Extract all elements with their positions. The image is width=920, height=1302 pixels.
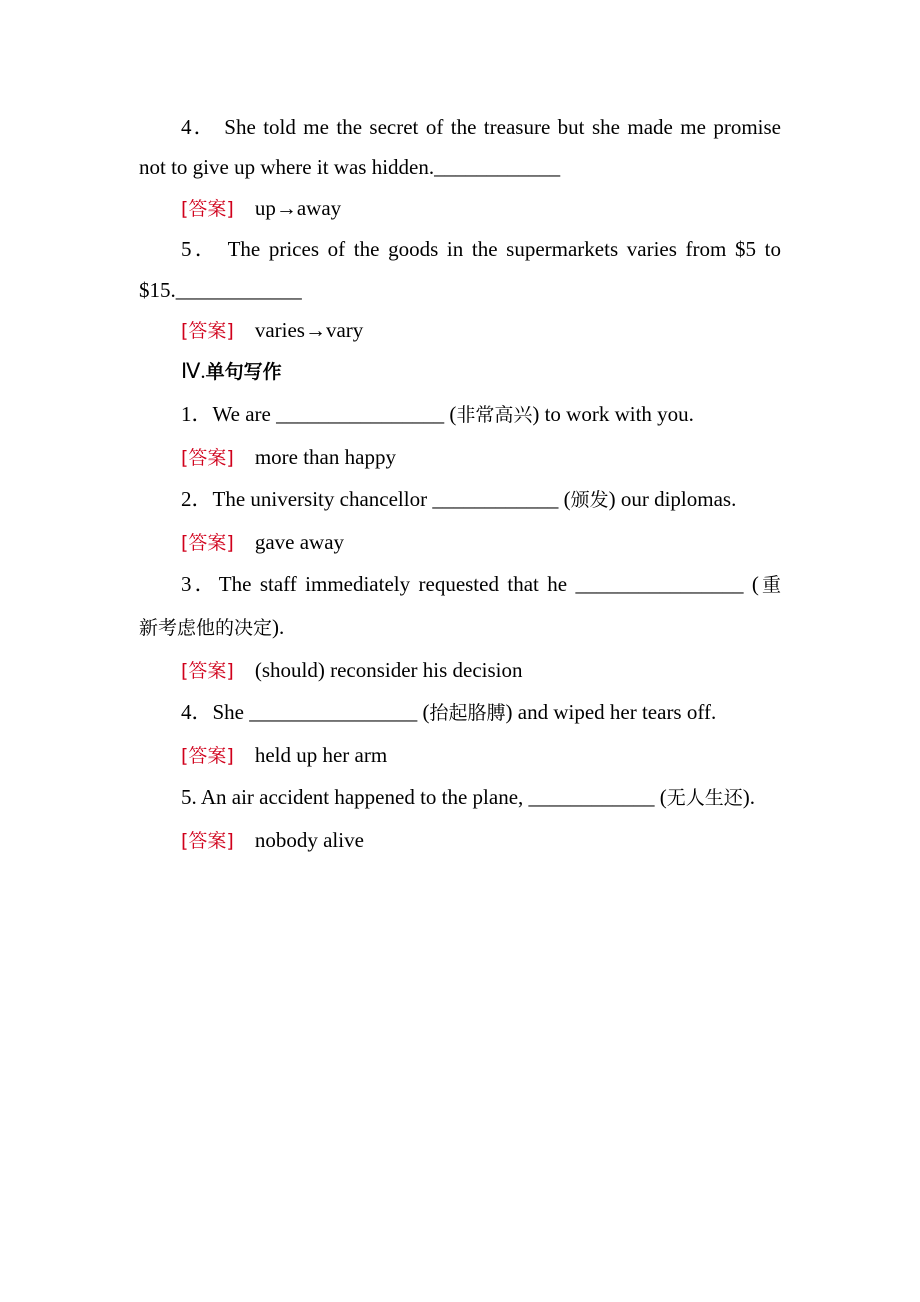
s4-q3-prefix: 3．The staff immediately requested that he ________________ ( <box>181 572 759 596</box>
answer-label: [答案] <box>181 198 234 220</box>
s3-q5-text1: The prices of the goods in the supermarkets varies from $5 to <box>227 237 781 261</box>
s4-q5-answer: nobody alive <box>254 828 364 852</box>
s4-q1-line <box>181 401 694 428</box>
s4-q2-prefix: 2．The university chancellor ____________ ( <box>181 487 571 511</box>
s4-q1-prefix: 1．We are ________________ ( <box>181 402 457 426</box>
s4-q1-answer: more than happy <box>254 445 396 469</box>
s4-q2-line <box>181 486 736 513</box>
s4-q4-suffix: ) and wiped her tears off. <box>505 700 717 724</box>
answer-label: [答案] <box>181 745 234 767</box>
s4-q3-hint-end: 新考虑他的决定 <box>139 617 273 639</box>
s3-q4-line2: not to give up where it was hidden.____________ <box>139 155 561 179</box>
s4-q4-line <box>181 699 716 726</box>
s4-q2-suffix: ) our diplomas. <box>608 487 737 511</box>
s3-q5-line2: $15.____________ <box>139 278 302 302</box>
s4-q2-hint: 颁发 <box>570 489 609 511</box>
s4-q2-answer: gave away <box>254 530 345 554</box>
s4-q3-answer: (should) reconsider his decision <box>254 658 523 682</box>
s4-q3-answer-line <box>181 657 523 684</box>
s3-q4-text1: She told me the secret of the treasure but she made me promise <box>224 115 781 139</box>
s4-q1-suffix: ) to work with you. <box>532 402 694 426</box>
s4-q4-hint: 抬起胳膊 <box>429 702 506 724</box>
s4-q4-prefix: 4．She ________________ ( <box>181 700 430 724</box>
s4-q3-line1 <box>181 571 781 598</box>
s4-q5-answer-line <box>181 827 364 854</box>
s4-q1-answer-line <box>181 444 396 471</box>
answer-label: [答案] <box>181 660 234 682</box>
s3-q4-number: 4． <box>181 115 217 139</box>
s3-q4-answer-line <box>181 195 341 222</box>
s3-q4-line1 <box>181 114 781 140</box>
answer-label: [答案] <box>181 320 234 342</box>
s3-q4-answer: up→away <box>254 196 342 220</box>
section4-roman: Ⅳ. <box>181 359 206 383</box>
section4-heading <box>181 358 282 385</box>
s3-q5-line1 <box>181 236 781 262</box>
s4-q5-hint: 无人生还 <box>666 787 743 809</box>
answer-label: [答案] <box>181 532 234 554</box>
s4-q1-hint: 非常高兴 <box>456 404 533 426</box>
s4-q5-prefix: 5. An air accident happened to the plane, ____________ ( <box>181 785 667 809</box>
s4-q3-line2 <box>139 614 284 641</box>
answer-label: [答案] <box>181 830 234 852</box>
s4-q5-suffix: ). <box>742 785 756 809</box>
s4-q3-suffix: ). <box>272 615 285 639</box>
s3-q5-answer-line <box>181 317 363 344</box>
answer-label: [答案] <box>181 447 234 469</box>
s4-q4-answer: held up her arm <box>254 743 388 767</box>
s4-q4-answer-line <box>181 742 387 769</box>
s4-q2-answer-line <box>181 529 344 556</box>
s3-q5-number: 5． <box>181 237 220 261</box>
s3-q5-answer: varies→vary <box>254 318 364 342</box>
section4-title: 单句写作 <box>205 361 282 383</box>
s4-q5-line <box>181 784 755 811</box>
s4-q3-hint-start: 重 <box>758 574 781 596</box>
